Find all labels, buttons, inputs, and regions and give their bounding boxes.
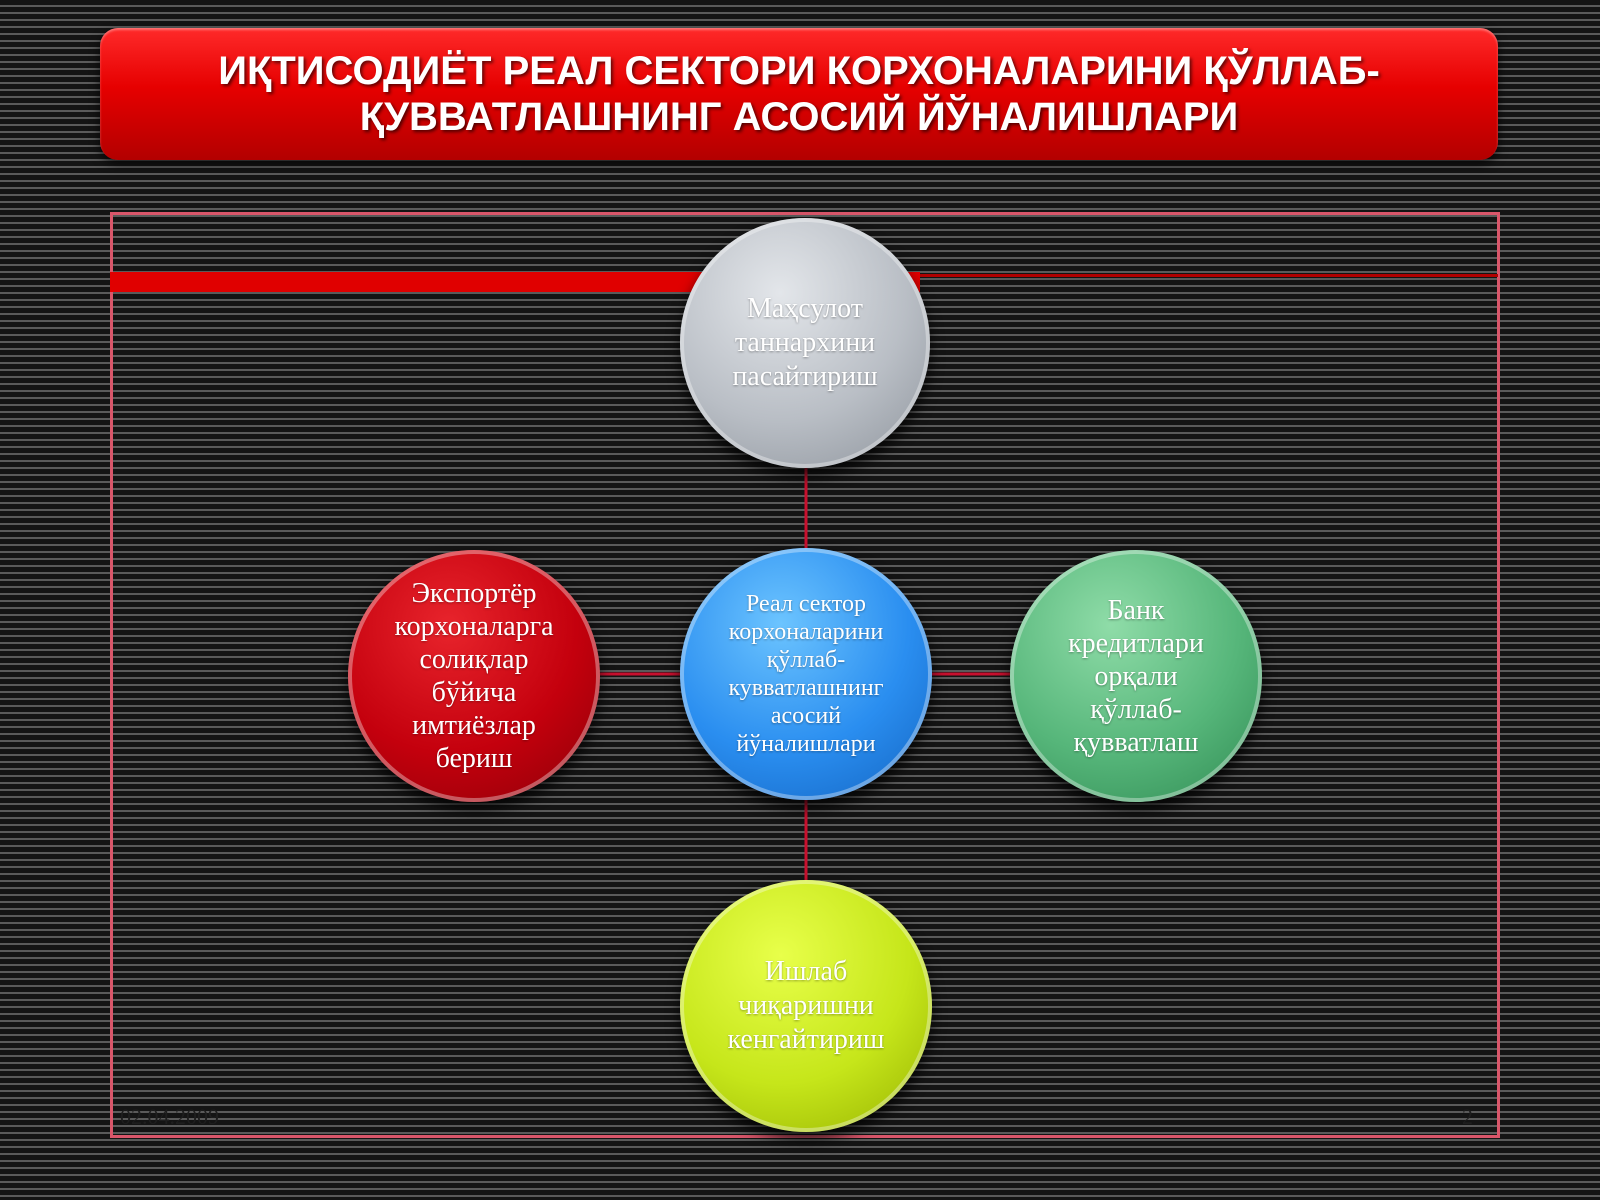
node-bank-credit-support <box>1010 550 1262 802</box>
node-export-tax-benefits <box>348 550 600 802</box>
footer-page-number: 2 <box>1462 1104 1473 1129</box>
slide-title: ИҚТИСОДИЁТ РЕАЛ СЕКТОРИ КОРХОНАЛАРИНИ ҚЎЛЛАБ-ҚУВВАТЛАШНИНГ АСОСИЙ ЙЎНАЛИШЛАРИ <box>218 49 1380 139</box>
node-cost-reduction <box>680 218 930 468</box>
node-center-main-directions <box>680 548 932 800</box>
node-bank-credit-support-label: Банк кредитлари орқали қўллаб- қувватлаш <box>1068 594 1204 758</box>
node-production-expansion-label: Ишлаб чиқаришни кенгайтириш <box>727 956 885 1055</box>
node-export-tax-benefits-label: Экспортёр корхоналарга солиқлар бўйича имтиёзлар бериш <box>394 578 554 774</box>
footer-date: 02.04.2009 <box>120 1104 219 1129</box>
node-center-label: Реал сектор корхоналарини қўллаб- кувватлашнинг асосий йўналишлари <box>728 591 884 757</box>
node-production-expansion <box>680 880 932 1132</box>
node-cost-reduction-label: Маҳсулот таннархини пасайтириш <box>732 293 878 392</box>
